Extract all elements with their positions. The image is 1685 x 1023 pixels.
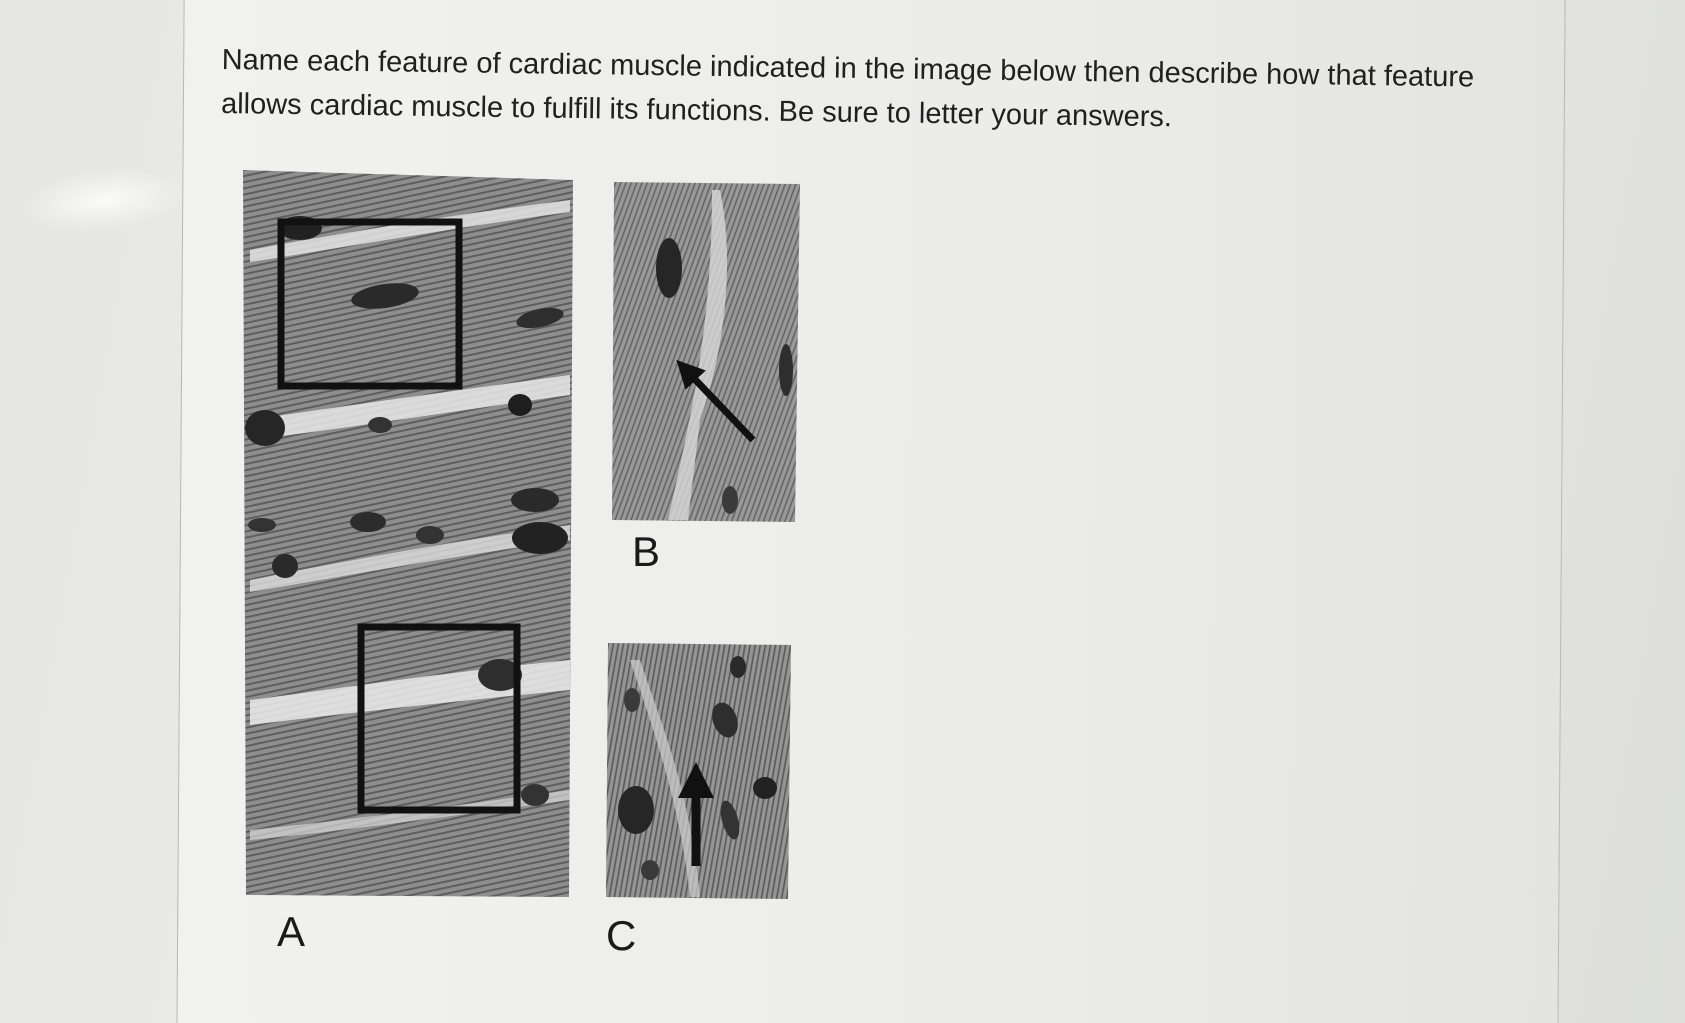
- micrograph-b: [612, 182, 800, 522]
- label-a: A: [277, 908, 306, 955]
- micrograph-a: [243, 170, 573, 897]
- label-c: C: [606, 912, 637, 959]
- question-text: Name each feature of cardiac muscle indicated in the image below then describe how that feature allows cardiac muscle to fulfill its functions. Be sure to letter your answers.: [220, 43, 1475, 134]
- label-b: B: [632, 528, 661, 575]
- micrograph-c: [606, 643, 791, 899]
